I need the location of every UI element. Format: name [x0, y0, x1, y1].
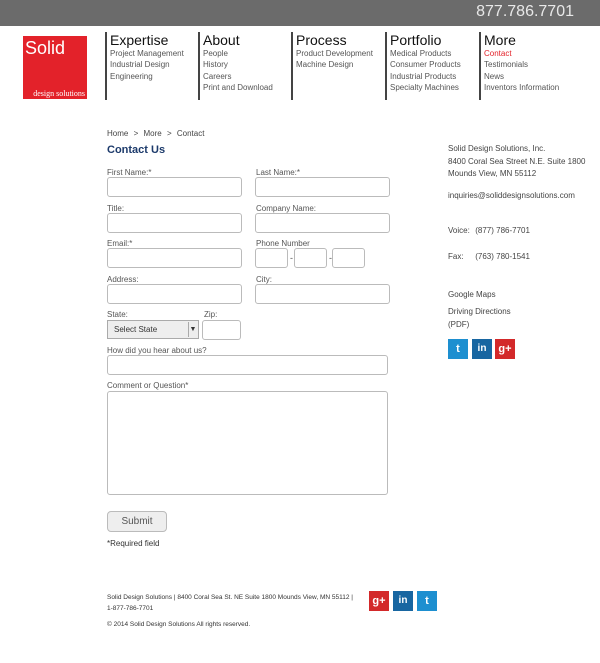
- last-name-input[interactable]: [255, 177, 390, 197]
- nav-item-testimonials[interactable]: Testimonials: [484, 60, 529, 70]
- breadcrumb-separator: >: [166, 129, 172, 138]
- fax-number: (763) 780-1541: [475, 252, 530, 261]
- company-address: [448, 143, 585, 181]
- driving-directions-link[interactable]: Driving Directions: [448, 307, 511, 316]
- email-label: Email:*: [107, 239, 133, 248]
- company-label: Company Name:: [256, 204, 317, 213]
- nav-item-engineering[interactable]: Engineering: [110, 71, 153, 81]
- city-input[interactable]: [255, 284, 390, 304]
- nav-item-project-management[interactable]: Project Management: [110, 49, 184, 58]
- nav-item-industrial-products[interactable]: Industrial Products: [390, 71, 457, 81]
- title-input[interactable]: [107, 213, 242, 233]
- nav-portfolio: [385, 32, 475, 100]
- breadcrumb-separator: >: [133, 129, 139, 138]
- hear-input[interactable]: [107, 355, 388, 375]
- nav-expertise: [105, 32, 195, 100]
- nav-title-about[interactable]: About: [203, 32, 240, 48]
- company-city: Mounds View, MN 55112: [448, 169, 537, 178]
- zip-label: Zip:: [204, 310, 218, 319]
- nav-title-process[interactable]: Process: [296, 32, 347, 48]
- address-input[interactable]: [107, 284, 242, 304]
- company-input[interactable]: [255, 213, 390, 233]
- hear-label: How did you hear about us?: [107, 346, 207, 355]
- nav-item-inventors-information[interactable]: Inventors Information: [484, 82, 560, 92]
- title-label: Title:: [107, 204, 125, 213]
- company-street: 8400 Coral Sea Street N.E. Suite 1800: [448, 156, 586, 166]
- twitter-icon[interactable]: t: [448, 339, 468, 359]
- header-phone[interactable]: 877.786.7701: [476, 3, 574, 20]
- fax-label: Fax:: [448, 252, 464, 261]
- nav-item-medical-products[interactable]: Medical Products: [390, 49, 452, 58]
- submit-button[interactable]: Submit: [107, 511, 167, 532]
- logo-tagline: design solutions: [33, 89, 85, 98]
- fax-line: [448, 251, 530, 264]
- nav-item-machine-design[interactable]: Machine Design: [296, 60, 354, 70]
- top-bar: [0, 0, 600, 26]
- breadcrumb: [107, 129, 204, 138]
- phone-dash: -: [290, 253, 293, 263]
- driving-directions: [448, 306, 511, 331]
- phone-label: Phone Number: [256, 239, 310, 248]
- nav-process: [291, 32, 381, 100]
- twitter-icon[interactable]: t: [417, 591, 437, 611]
- nav-item-news[interactable]: News: [484, 71, 505, 81]
- google-plus-icon[interactable]: g+: [495, 339, 515, 359]
- address-label: Address:: [107, 275, 139, 284]
- linkedin-icon[interactable]: in: [393, 591, 413, 611]
- phone-prefix-input[interactable]: [294, 248, 327, 268]
- footer-address: [107, 592, 353, 614]
- footer-address-line: Solid Design Solutions | 8400 Coral Sea St. NE Suite 1800 Mounds View, MN 55112 |: [107, 594, 353, 601]
- nav-about: [198, 32, 286, 100]
- breadcrumb-more[interactable]: More: [143, 129, 162, 138]
- first-name-input[interactable]: [107, 177, 242, 197]
- nav-item-specialty-machines[interactable]: Specialty Machines: [390, 82, 459, 92]
- logo-word: Solid: [25, 38, 66, 58]
- comment-label: Comment or Question*: [107, 381, 189, 390]
- nav-item-people[interactable]: People: [203, 49, 228, 58]
- nav-item-industrial-design[interactable]: Industrial Design: [110, 60, 170, 70]
- google-plus-icon[interactable]: g+: [369, 591, 389, 611]
- driving-directions-pdf[interactable]: (PDF): [448, 319, 470, 329]
- nav-item-careers[interactable]: Careers: [203, 71, 232, 81]
- company-name: Solid Design Solutions, Inc.: [448, 144, 546, 153]
- breadcrumb-home[interactable]: Home: [107, 129, 129, 138]
- city-label: City:: [256, 275, 272, 284]
- nav-more: [479, 32, 579, 100]
- page-title: Contact Us: [107, 144, 166, 156]
- last-name-label: Last Name:*: [256, 168, 301, 177]
- nav-title-portfolio[interactable]: Portfolio: [390, 32, 442, 48]
- nav-title-expertise[interactable]: Expertise: [110, 32, 169, 48]
- first-name-label: First Name:*: [107, 168, 152, 177]
- state-select[interactable]: [107, 320, 199, 339]
- logo[interactable]: [23, 36, 87, 99]
- nav-item-contact[interactable]: Contact: [484, 49, 512, 58]
- google-maps-link[interactable]: Google Maps: [448, 290, 496, 299]
- nav-item-print-download[interactable]: Print and Download: [203, 82, 273, 92]
- nav-item-history[interactable]: History: [203, 60, 228, 70]
- chevron-down-icon: ▼: [188, 322, 197, 337]
- required-note: *Required field: [107, 539, 160, 548]
- linkedin-icon[interactable]: in: [472, 339, 492, 359]
- contact-email[interactable]: inquiries@soliddesignsolutions.com: [448, 191, 575, 200]
- breadcrumb-current: Contact: [176, 129, 205, 138]
- zip-input[interactable]: [202, 320, 241, 340]
- voice-line: [448, 225, 530, 238]
- voice-number[interactable]: (877) 786-7701: [475, 226, 530, 235]
- phone-dash: -: [329, 253, 332, 263]
- phone-line-input[interactable]: [332, 248, 365, 268]
- footer-phone: 1-877-786-7701: [107, 605, 154, 612]
- nav-item-product-development[interactable]: Product Development: [296, 49, 373, 58]
- copyright: © 2014 Solid Design Solutions All rights reserved.: [107, 621, 251, 628]
- nav-item-consumer-products[interactable]: Consumer Products: [390, 60, 461, 70]
- phone-area-input[interactable]: [255, 248, 288, 268]
- voice-label: Voice:: [448, 226, 470, 235]
- nav-title-more[interactable]: More: [484, 32, 516, 48]
- comment-textarea[interactable]: [107, 391, 388, 495]
- state-select-value: Select State: [114, 325, 158, 334]
- state-label: State:: [107, 310, 128, 319]
- email-input[interactable]: [107, 248, 242, 268]
